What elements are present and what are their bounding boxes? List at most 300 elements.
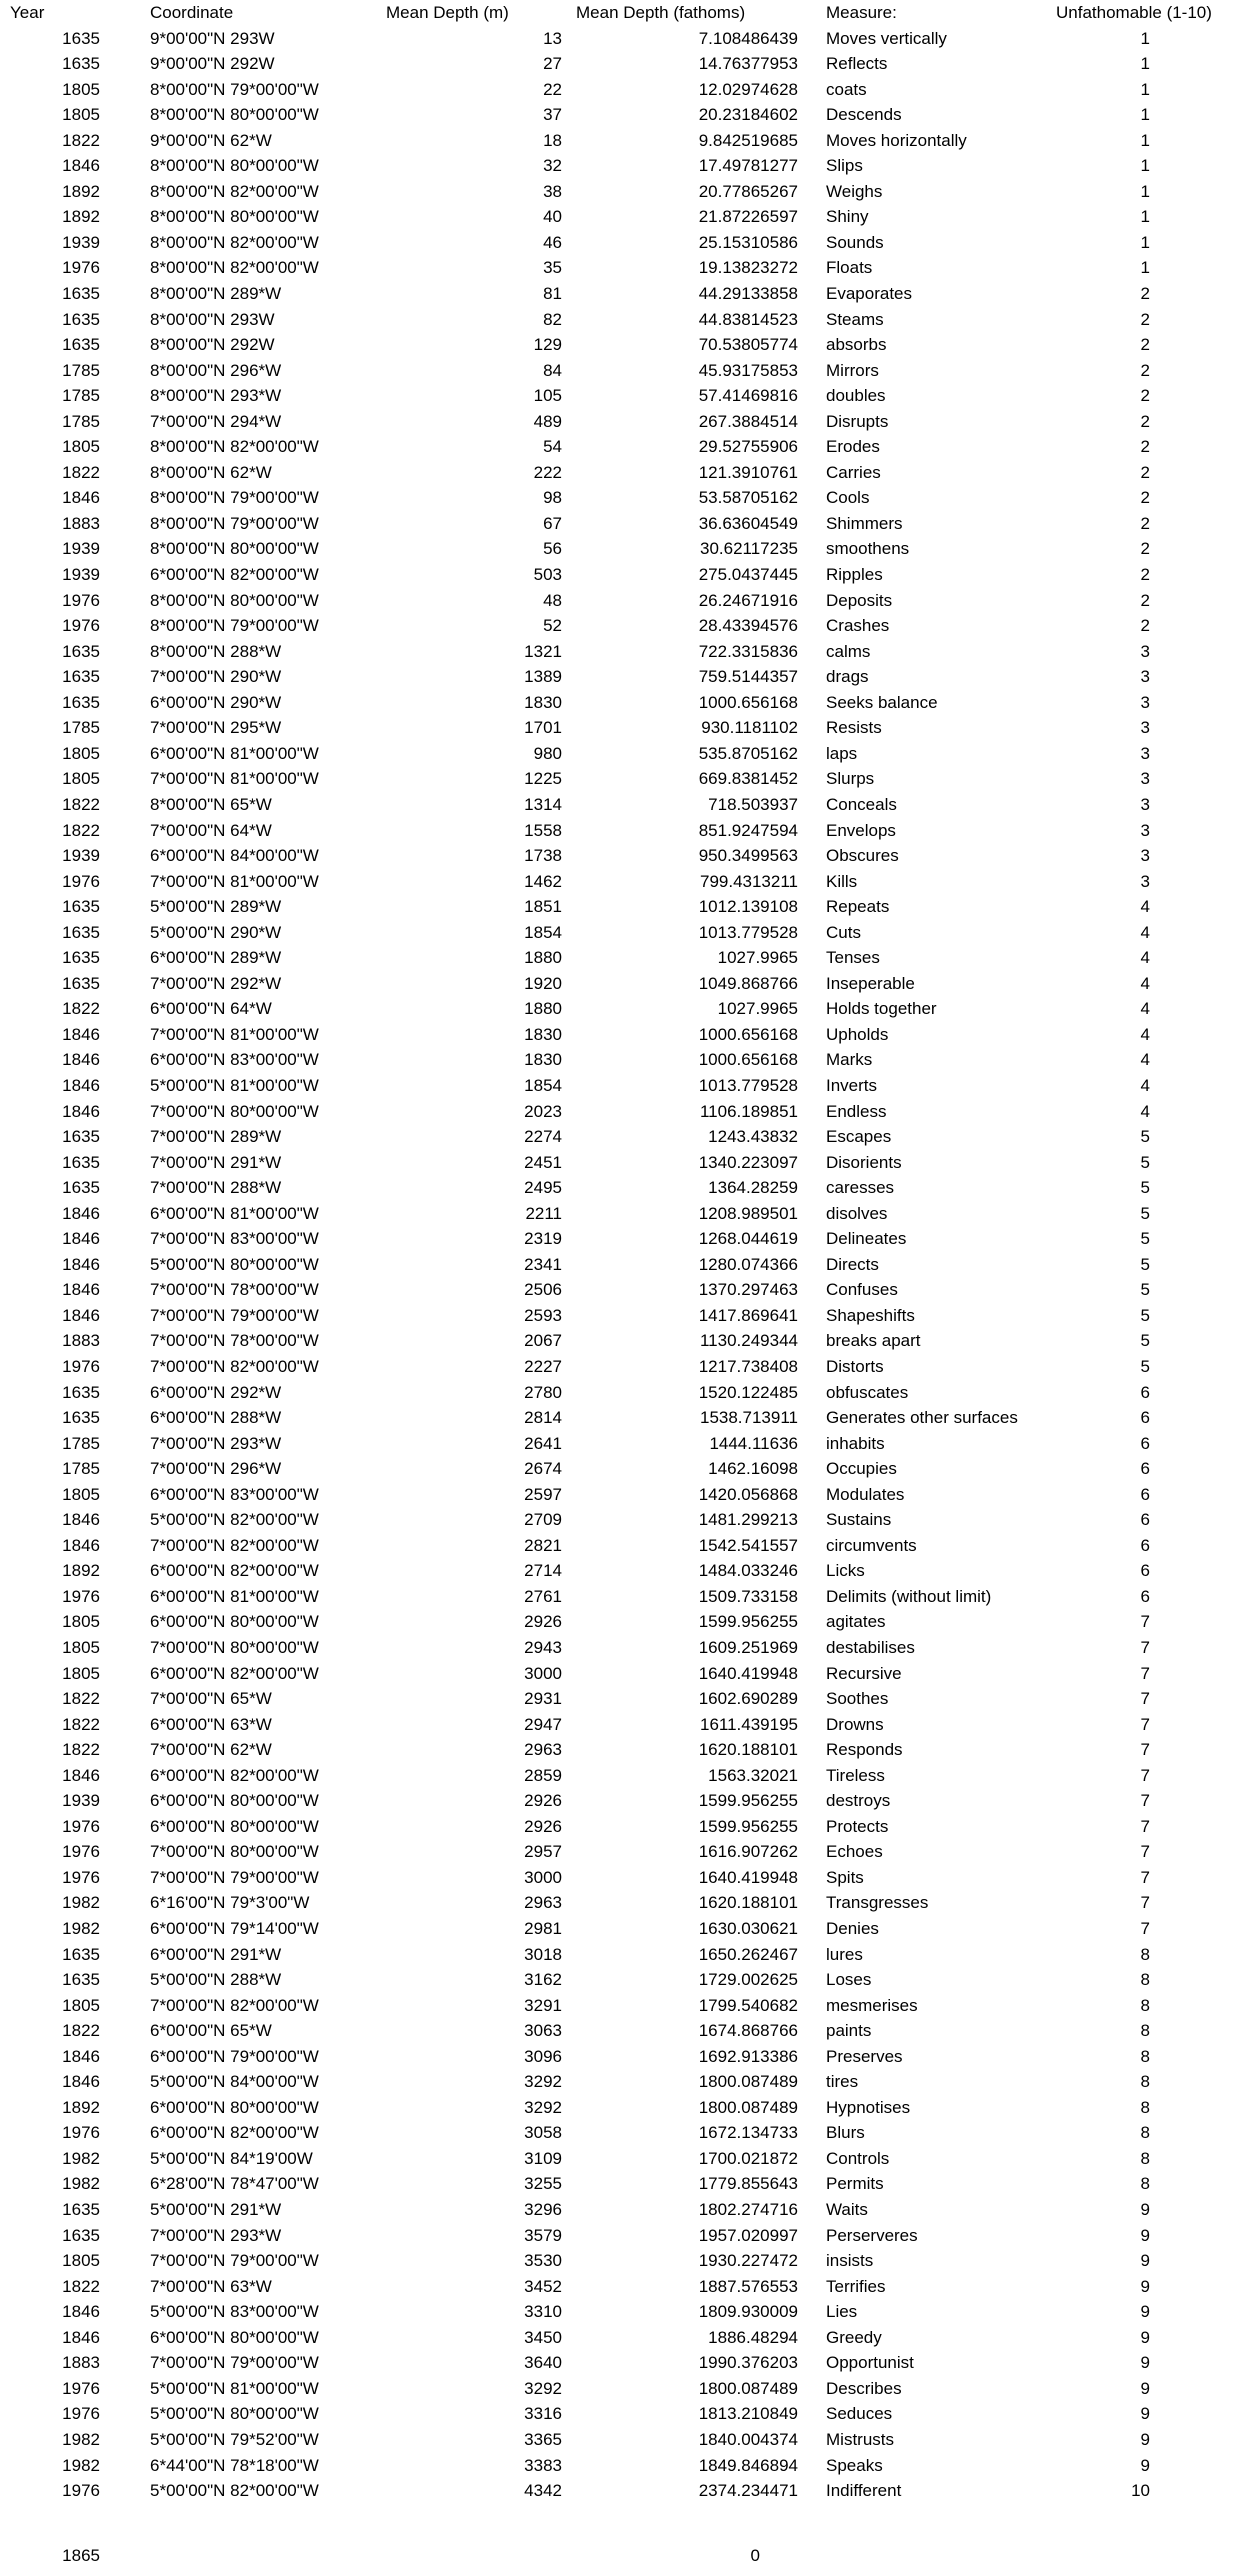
cell-mean-depth-fathoms[interactable]: 12.02974628 <box>698 79 798 99</box>
cell-unfathomable[interactable]: 10 <box>1131 2481 1150 2501</box>
cell-mean-depth-fathoms[interactable]: 70.53805774 <box>698 335 798 355</box>
cell-year[interactable]: 1976 <box>62 1842 100 1862</box>
cell-unfathomable[interactable]: 9 <box>1140 2429 1150 2449</box>
cell-mean-depth-m[interactable]: 48 <box>543 590 562 610</box>
cell-coordinate[interactable]: 8*00'00"N 80*00'00"W <box>150 590 319 610</box>
cell-mean-depth-m[interactable]: 489 <box>533 411 562 431</box>
cell-measure[interactable]: destabilises <box>826 1638 915 1657</box>
cell-unfathomable[interactable]: 1 <box>1140 105 1150 125</box>
cell-year[interactable]: 1635 <box>62 973 100 993</box>
cell-mean-depth-fathoms[interactable]: 1370.297463 <box>698 1280 798 1300</box>
cell-coordinate[interactable]: 8*00'00"N 288*W <box>150 641 282 661</box>
cell-coordinate[interactable]: 9*00'00"N 292W <box>150 54 275 74</box>
cell-year[interactable]: 1976 <box>62 2123 100 2143</box>
cell-measure[interactable]: Terrifies <box>826 2276 886 2296</box>
cell-unfathomable[interactable]: 9 <box>1140 2200 1150 2220</box>
cell-unfathomable[interactable]: 4 <box>1140 922 1150 942</box>
cell-unfathomable[interactable]: 7 <box>1140 1893 1150 1913</box>
cell-year[interactable]: 1939 <box>62 565 100 585</box>
cell-mean-depth-fathoms[interactable]: 1538.713911 <box>699 1408 798 1428</box>
cell-measure[interactable]: Lies <box>826 2302 858 2322</box>
cell-measure[interactable]: Erodes <box>826 437 880 457</box>
cell-mean-depth-fathoms[interactable]: 1000.656168 <box>698 1050 798 1070</box>
cell-year[interactable]: 1635 <box>62 1970 100 1990</box>
cell-unfathomable[interactable]: 8 <box>1140 2174 1150 2194</box>
cell-measure[interactable]: Confuses <box>826 1280 898 1300</box>
cell-measure[interactable]: insists <box>826 2251 874 2271</box>
cell-mean-depth-m[interactable]: 3292 <box>524 2378 562 2398</box>
cell-unfathomable[interactable]: 4 <box>1140 1050 1150 1070</box>
cell-measure[interactable]: Protects <box>826 1816 889 1836</box>
cell-mean-depth-fathoms[interactable]: 121.3910761 <box>698 462 798 482</box>
cell-measure[interactable]: Weighs <box>826 181 883 201</box>
cell-unfathomable[interactable]: 3 <box>1140 718 1150 738</box>
cell-mean-depth-fathoms[interactable]: 1340.223097 <box>698 1152 798 1172</box>
cell-unfathomable[interactable]: 2 <box>1140 335 1150 355</box>
cell-year[interactable]: 1635 <box>62 1152 100 1172</box>
cell-mean-depth-m[interactable]: 56 <box>543 539 562 559</box>
cell-mean-depth-fathoms[interactable]: 1650.262467 <box>698 1944 798 1964</box>
cell-mean-depth-fathoms[interactable]: 1217.738408 <box>698 1356 798 1376</box>
cell-measure[interactable]: drags <box>826 667 869 687</box>
cell-unfathomable[interactable]: 1 <box>1140 181 1150 201</box>
cell-mean-depth-fathoms[interactable]: 669.8381452 <box>698 769 798 789</box>
cell-year[interactable]: 1635 <box>62 897 100 917</box>
cell-mean-depth-fathoms[interactable]: 1800.087489 <box>698 2378 798 2398</box>
cell-mean-depth-fathoms[interactable]: 28.43394576 <box>698 616 798 636</box>
cell-measure[interactable]: Perserveres <box>826 2225 918 2245</box>
cell-measure[interactable]: Soothes <box>826 1689 889 1709</box>
cell-year[interactable]: 1805 <box>62 79 100 99</box>
cell-mean-depth-fathoms[interactable]: 1509.733158 <box>698 1586 798 1606</box>
cell-coordinate[interactable]: 8*00'00"N 293*W <box>150 386 282 406</box>
cell-coordinate[interactable]: 5*00'00"N 290*W <box>150 922 282 942</box>
cell-unfathomable[interactable]: 7 <box>1140 1714 1150 1734</box>
cell-measure[interactable]: Speaks <box>826 2455 883 2475</box>
cell-mean-depth-fathoms[interactable]: 1802.274716 <box>698 2200 798 2220</box>
cell-coordinate[interactable]: 7*00'00"N 64*W <box>150 820 272 840</box>
cell-year[interactable]: 1939 <box>62 232 100 252</box>
cell-year[interactable]: 1635 <box>62 667 100 687</box>
cell-coordinate[interactable]: 7*00'00"N 82*00'00"W <box>150 1356 319 1376</box>
cell-year[interactable]: 1883 <box>62 513 100 533</box>
cell-mean-depth-m[interactable]: 2341 <box>524 1254 562 1274</box>
cell-mean-depth-m[interactable]: 3255 <box>524 2174 562 2194</box>
cell-unfathomable[interactable]: 2 <box>1140 411 1150 431</box>
cell-measure[interactable]: Denies <box>826 1919 879 1939</box>
cell-mean-depth-fathoms[interactable]: 275.0437445 <box>698 565 798 585</box>
cell-year[interactable]: 1822 <box>62 1689 100 1709</box>
cell-year[interactable]: 1892 <box>62 1561 100 1581</box>
cell-mean-depth-m[interactable]: 1321 <box>524 641 562 661</box>
cell-year[interactable]: 1976 <box>62 871 100 891</box>
cell-mean-depth-fathoms[interactable]: 799.4313211 <box>699 871 798 891</box>
cell-unfathomable[interactable]: 6 <box>1140 1408 1150 1428</box>
cell-coordinate[interactable]: 6*00'00"N 292*W <box>150 1382 282 1402</box>
cell-year[interactable]: 1635 <box>62 2225 100 2245</box>
cell-coordinate[interactable]: 6*28'00"N 78*47'00"W <box>150 2174 319 2194</box>
cell-year[interactable]: 1785 <box>62 386 100 406</box>
cell-year[interactable]: 1939 <box>62 539 100 559</box>
cell-unfathomable[interactable]: 6 <box>1140 1459 1150 1479</box>
cell-measure[interactable]: disolves <box>826 1203 888 1223</box>
cell-year[interactable]: 1976 <box>62 2481 100 2501</box>
cell-coordinate[interactable]: 7*00'00"N 80*00'00"W <box>150 1638 319 1657</box>
cell-mean-depth-m[interactable]: 4342 <box>524 2481 562 2501</box>
cell-mean-depth-m[interactable]: 98 <box>543 488 562 508</box>
header-mean-depth-m[interactable]: Mean Depth (m) <box>386 3 509 22</box>
cell-coordinate[interactable]: 5*00'00"N 82*00'00"W <box>150 2481 319 2501</box>
cell-unfathomable[interactable]: 9 <box>1140 2302 1150 2322</box>
cell-measure[interactable]: Shapeshifts <box>826 1305 915 1325</box>
cell-mean-depth-m[interactable]: 2597 <box>524 1484 562 1504</box>
cell-mean-depth-m[interactable]: 3109 <box>524 2148 562 2168</box>
cell-unfathomable[interactable]: 3 <box>1140 667 1150 687</box>
cell-mean-depth-fathoms[interactable]: 7.108486439 <box>698 28 798 48</box>
cell-measure[interactable]: Hypnotises <box>826 2097 911 2117</box>
cell-mean-depth-m[interactable]: 1558 <box>524 820 562 840</box>
cell-year[interactable]: 1982 <box>62 1919 100 1939</box>
cell-year[interactable]: 1846 <box>62 1024 100 1044</box>
cell-measure[interactable]: paints <box>826 2021 872 2041</box>
cell-measure[interactable]: Distorts <box>826 1356 884 1376</box>
cell-coordinate[interactable]: 7*00'00"N 288*W <box>150 1178 282 1198</box>
cell-measure[interactable]: calms <box>826 641 871 661</box>
cell-coordinate[interactable]: 5*00'00"N 81*00'00"W <box>150 1075 319 1095</box>
cell-unfathomable[interactable]: 6 <box>1140 1484 1150 1504</box>
cell-mean-depth-m[interactable]: 84 <box>543 360 562 380</box>
cell-coordinate[interactable]: 7*00'00"N 78*00'00"W <box>150 1331 319 1351</box>
cell-measure[interactable]: Reflects <box>826 54 888 74</box>
cell-year[interactable]: 1846 <box>62 1050 100 1070</box>
cell-measure[interactable]: Obscures <box>826 846 899 866</box>
cell-mean-depth-fathoms[interactable]: 1520.122485 <box>698 1382 798 1402</box>
cell-mean-depth-m[interactable]: 2943 <box>524 1638 562 1657</box>
cell-year[interactable]: 1785 <box>62 360 100 380</box>
cell-coordinate[interactable]: 6*00'00"N 82*00'00"W <box>150 2123 319 2143</box>
cell-measure[interactable]: Upholds <box>826 1024 889 1044</box>
cell-coordinate[interactable]: 7*00'00"N 294*W <box>150 411 282 431</box>
cell-mean-depth-fathoms[interactable]: 20.23184602 <box>698 105 798 125</box>
cell-year[interactable]: 1976 <box>62 1816 100 1836</box>
cell-mean-depth-m[interactable]: 2859 <box>524 1765 562 1785</box>
cell-mean-depth-m[interactable]: 2227 <box>524 1356 562 1376</box>
cell-measure[interactable]: Floats <box>826 258 873 278</box>
cell-mean-depth-fathoms[interactable]: 29.52755906 <box>698 437 798 457</box>
cell-unfathomable[interactable]: 2 <box>1140 284 1150 304</box>
cell-measure[interactable]: Disorients <box>826 1152 902 1172</box>
cell-unfathomable[interactable]: 7 <box>1140 1689 1150 1709</box>
cell-mean-depth-fathoms[interactable]: 1481.299213 <box>698 1510 798 1530</box>
cell-year[interactable]: 1785 <box>62 411 100 431</box>
cell-unfathomable[interactable]: 7 <box>1140 1842 1150 1862</box>
cell-year[interactable]: 1846 <box>62 156 100 176</box>
cell-mean-depth-fathoms[interactable]: 19.13823272 <box>698 258 798 278</box>
cell-measure[interactable]: Greedy <box>826 2327 882 2347</box>
cell-year[interactable]: 1892 <box>62 181 100 201</box>
cell-mean-depth-fathoms[interactable]: 17.49781277 <box>698 156 798 176</box>
cell-mean-depth-fathoms[interactable]: 1672.134733 <box>698 2123 798 2143</box>
cell-year[interactable]: 1883 <box>62 1331 100 1351</box>
cell-mean-depth-fathoms[interactable]: 1106.189851 <box>699 1101 798 1121</box>
cell-coordinate[interactable]: 8*00'00"N 79*00'00"W <box>150 488 319 508</box>
cell-mean-depth-m[interactable]: 3292 <box>524 2072 562 2092</box>
cell-mean-depth-m[interactable]: 2451 <box>524 1152 562 1172</box>
cell-mean-depth-fathoms[interactable]: 1630.030621 <box>698 1919 798 1939</box>
cell-mean-depth-m[interactable]: 52 <box>543 616 562 636</box>
cell-mean-depth-m[interactable]: 2714 <box>524 1561 562 1581</box>
cell-mean-depth-fathoms[interactable]: 26.24671916 <box>698 590 798 610</box>
cell-mean-depth-m[interactable]: 2926 <box>524 1612 562 1632</box>
cell-unfathomable[interactable]: 6 <box>1140 1561 1150 1581</box>
cell-mean-depth-m[interactable]: 3063 <box>524 2021 562 2041</box>
cell-unfathomable[interactable]: 1 <box>1140 79 1150 99</box>
cell-unfathomable[interactable]: 2 <box>1140 590 1150 610</box>
cell-unfathomable[interactable]: 7 <box>1140 1740 1150 1760</box>
cell-measure[interactable]: Slurps <box>826 769 875 789</box>
cell-mean-depth-fathoms[interactable]: 1417.869641 <box>698 1305 798 1325</box>
cell-coordinate[interactable]: 8*00'00"N 289*W <box>150 284 282 304</box>
cell-mean-depth-m[interactable]: 46 <box>543 232 562 252</box>
cell-coordinate[interactable]: 5*00'00"N 79*52'00"W <box>150 2429 319 2449</box>
cell-mean-depth-m[interactable]: 1920 <box>524 973 562 993</box>
cell-mean-depth-m[interactable]: 2506 <box>524 1280 562 1300</box>
cell-mean-depth-fathoms[interactable]: 1013.779528 <box>698 1075 798 1095</box>
cell-unfathomable[interactable]: 4 <box>1140 1024 1150 1044</box>
cell-unfathomable[interactable]: 8 <box>1140 2046 1150 2066</box>
cell-mean-depth-fathoms[interactable]: 1674.868766 <box>698 2021 798 2041</box>
cell-mean-depth-m[interactable]: 40 <box>543 207 562 227</box>
cell-year[interactable]: 1846 <box>62 1101 100 1121</box>
cell-year[interactable]: 1846 <box>62 1305 100 1325</box>
cell-mean-depth-m[interactable]: 1880 <box>524 999 562 1019</box>
cell-measure[interactable]: Generates other surfaces <box>826 1408 1018 1428</box>
cell-mean-depth-fathoms[interactable]: 57.41469816 <box>698 386 798 406</box>
cell-measure[interactable]: Slips <box>826 156 863 176</box>
cell-mean-depth-m[interactable]: 1854 <box>524 1075 562 1095</box>
cell-mean-depth-fathoms[interactable]: 267.3884514 <box>698 411 798 431</box>
cell-year[interactable]: 1846 <box>62 2302 100 2322</box>
cell-coordinate[interactable]: 7*00'00"N 293*W <box>150 2225 282 2245</box>
cell-year[interactable]: 1805 <box>62 1612 100 1632</box>
cell-mean-depth-m[interactable]: 3383 <box>524 2455 562 2475</box>
cell-coordinate[interactable]: 6*00'00"N 82*00'00"W <box>150 565 319 585</box>
cell-unfathomable[interactable]: 1 <box>1140 54 1150 74</box>
cell-coordinate[interactable]: 5*00'00"N 84*00'00"W <box>150 2072 319 2092</box>
cell-coordinate[interactable]: 8*00'00"N 79*00'00"W <box>150 616 319 636</box>
cell-mean-depth-m[interactable]: 1851 <box>524 897 562 917</box>
cell-mean-depth-m[interactable]: 22 <box>543 79 562 99</box>
cell-mean-depth-m[interactable]: 3452 <box>524 2276 562 2296</box>
cell-mean-depth-m[interactable]: 3310 <box>524 2302 562 2322</box>
cell-mean-depth-fathoms[interactable]: 1930.227472 <box>698 2251 798 2271</box>
cell-mean-depth-fathoms[interactable]: 1886.48294 <box>708 2327 798 2347</box>
cell-coordinate[interactable]: 5*00'00"N 82*00'00"W <box>150 1510 319 1530</box>
cell-year[interactable]: 1635 <box>62 28 100 48</box>
cell-mean-depth-fathoms[interactable]: 14.76377953 <box>698 54 798 74</box>
cell-year[interactable]: 1846 <box>62 2072 100 2092</box>
cell-unfathomable[interactable]: 5 <box>1140 1305 1150 1325</box>
cell-year[interactable]: 1846 <box>62 1280 100 1300</box>
cell-coordinate[interactable]: 8*00'00"N 292W <box>150 335 275 355</box>
cell-mean-depth-m[interactable]: 1854 <box>524 922 562 942</box>
cell-year[interactable]: 1805 <box>62 1995 100 2015</box>
cell-measure[interactable]: Moves vertically <box>826 28 947 48</box>
cell-mean-depth-fathoms[interactable]: 1599.956255 <box>698 1612 798 1632</box>
cell-coordinate[interactable]: 5*00'00"N 289*W <box>150 897 282 917</box>
cell-mean-depth-fathoms[interactable]: 1809.930009 <box>698 2302 798 2322</box>
cell-unfathomable[interactable]: 9 <box>1140 2225 1150 2245</box>
cell-coordinate[interactable]: 6*00'00"N 84*00'00"W <box>150 846 319 866</box>
cell-mean-depth-fathoms[interactable]: 44.29133858 <box>698 284 798 304</box>
cell-measure[interactable]: Tenses <box>826 948 880 968</box>
cell-mean-depth-m[interactable]: 1830 <box>524 1024 562 1044</box>
cell-mean-depth-fathoms[interactable]: 1462.16098 <box>708 1459 798 1479</box>
cell-mean-depth-m[interactable]: 3018 <box>524 1944 562 1964</box>
cell-mean-depth-fathoms[interactable]: 1616.907262 <box>698 1842 798 1862</box>
cell-coordinate[interactable]: 7*00'00"N 296*W <box>150 1459 282 1479</box>
cell-unfathomable[interactable]: 1 <box>1140 207 1150 227</box>
cell-mean-depth-m[interactable]: 2023 <box>524 1101 562 1121</box>
cell-year[interactable]: 1976 <box>62 1356 100 1376</box>
cell-mean-depth-m[interactable]: 2495 <box>524 1178 562 1198</box>
cell-measure[interactable]: Escapes <box>826 1127 892 1147</box>
cell-measure[interactable]: Spits <box>826 1867 864 1887</box>
cell-mean-depth-fathoms[interactable]: 950.3499563 <box>698 846 798 866</box>
cell-measure[interactable]: Crashes <box>826 616 890 636</box>
cell-coordinate[interactable]: 7*00'00"N 79*00'00"W <box>150 1305 319 1325</box>
cell-year[interactable]: 1982 <box>62 2174 100 2194</box>
cell-coordinate[interactable]: 7*00'00"N 79*00'00"W <box>150 2251 319 2271</box>
cell-unfathomable[interactable]: 8 <box>1140 1995 1150 2015</box>
cell-coordinate[interactable]: 9*00'00"N 293W <box>150 28 275 48</box>
cell-unfathomable[interactable]: 4 <box>1140 1101 1150 1121</box>
cell-unfathomable[interactable]: 5 <box>1140 1280 1150 1300</box>
cell-mean-depth-fathoms[interactable]: 1542.541557 <box>698 1535 798 1555</box>
cell-unfathomable[interactable]: 5 <box>1140 1331 1150 1351</box>
cell-unfathomable[interactable]: 3 <box>1140 794 1150 814</box>
cell-measure[interactable]: Indifferent <box>826 2481 902 2501</box>
cell-year[interactable]: 1982 <box>62 2455 100 2475</box>
cell-coordinate[interactable]: 7*00'00"N 81*00'00"W <box>150 1024 319 1044</box>
cell-year[interactable]: 1846 <box>62 1229 100 1249</box>
cell-mean-depth-fathoms[interactable]: 851.9247594 <box>698 820 798 840</box>
cell-coordinate[interactable]: 5*00'00"N 80*00'00"W <box>150 1254 319 1274</box>
cell-measure[interactable]: Describes <box>826 2378 902 2398</box>
cell-mean-depth-m[interactable]: 3058 <box>524 2123 562 2143</box>
cell-mean-depth-fathoms[interactable]: 30.62117235 <box>699 539 798 559</box>
cell-coordinate[interactable]: 5*00'00"N 83*00'00"W <box>150 2302 319 2322</box>
cell-coordinate[interactable]: 6*00'00"N 82*00'00"W <box>150 1663 319 1683</box>
cell-year[interactable]: 1785 <box>62 1433 100 1453</box>
cell-unfathomable[interactable]: 3 <box>1140 692 1150 712</box>
cell-year[interactable]: 1822 <box>62 130 100 150</box>
cell-unfathomable[interactable]: 7 <box>1140 1638 1150 1657</box>
cell-coordinate[interactable]: 8*00'00"N 82*00'00"W <box>150 437 319 457</box>
cell-unfathomable[interactable]: 4 <box>1140 999 1150 1019</box>
cell-measure[interactable]: laps <box>826 743 858 763</box>
cell-mean-depth-fathoms[interactable]: 1640.419948 <box>698 1867 798 1887</box>
cell-unfathomable[interactable]: 4 <box>1140 948 1150 968</box>
cell-mean-depth-fathoms[interactable]: 1813.210849 <box>698 2404 798 2424</box>
cell-coordinate[interactable]: 7*00'00"N 81*00'00"W <box>150 871 319 891</box>
cell-measure[interactable]: Disrupts <box>826 411 889 431</box>
cell-year[interactable]: 1635 <box>62 922 100 942</box>
cell-coordinate[interactable]: 7*00'00"N 82*00'00"W <box>150 1995 319 2015</box>
cell-year[interactable]: 1892 <box>62 2097 100 2117</box>
cell-unfathomable[interactable]: 9 <box>1140 2455 1150 2475</box>
cell-measure[interactable]: Permits <box>826 2174 884 2194</box>
cell-mean-depth-fathoms[interactable]: 1484.033246 <box>698 1561 798 1581</box>
cell-coordinate[interactable]: 8*00'00"N 296*W <box>150 360 282 380</box>
cell-mean-depth-m[interactable]: 27 <box>543 54 562 74</box>
cell-year[interactable]: 1982 <box>62 2429 100 2449</box>
cell-unfathomable[interactable]: 3 <box>1140 820 1150 840</box>
cell-measure[interactable]: Inseperable <box>826 973 915 993</box>
cell-coordinate[interactable]: 7*00'00"N 79*00'00"W <box>150 2353 319 2373</box>
cell-unfathomable[interactable]: 2 <box>1140 462 1150 482</box>
cell-mean-depth-fathoms[interactable]: 1692.913386 <box>698 2046 798 2066</box>
cell-mean-depth-m[interactable]: 67 <box>543 513 562 533</box>
cell-year[interactable]: 1635 <box>62 641 100 661</box>
cell-mean-depth-m[interactable]: 2641 <box>524 1433 562 1453</box>
cell-unfathomable[interactable]: 4 <box>1140 973 1150 993</box>
cell-mean-depth-fathoms[interactable]: 44.83814523 <box>698 309 798 329</box>
cell-unfathomable[interactable]: 3 <box>1140 871 1150 891</box>
cell-unfathomable[interactable]: 9 <box>1140 2378 1150 2398</box>
cell-year[interactable]: 1805 <box>62 105 100 125</box>
cell-coordinate[interactable]: 7*00'00"N 295*W <box>150 718 282 738</box>
cell-measure[interactable]: tires <box>826 2072 859 2092</box>
cell-unfathomable[interactable]: 5 <box>1140 1152 1150 1172</box>
cell-coordinate[interactable]: 8*00'00"N 65*W <box>150 794 272 814</box>
cell-year[interactable]: 1805 <box>62 437 100 457</box>
cell-mean-depth-m[interactable]: 2947 <box>524 1714 562 1734</box>
cell-unfathomable[interactable]: 2 <box>1140 565 1150 585</box>
cell-measure[interactable]: Conceals <box>826 794 897 814</box>
cell-unfathomable[interactable]: 2 <box>1140 616 1150 636</box>
cell-coordinate[interactable]: 6*00'00"N 64*W <box>150 999 272 1019</box>
cell-mean-depth-m[interactable]: 980 <box>533 743 562 763</box>
cell-unfathomable[interactable]: 3 <box>1140 846 1150 866</box>
cell-unfathomable[interactable]: 5 <box>1140 1178 1150 1198</box>
cell-year[interactable]: 1785 <box>62 718 100 738</box>
cell-measure[interactable]: coats <box>826 79 867 99</box>
cell-measure[interactable]: Evaporates <box>826 284 912 304</box>
cell-unfathomable[interactable]: 8 <box>1140 1944 1150 1964</box>
cell-unfathomable[interactable]: 6 <box>1140 1382 1150 1402</box>
cell-coordinate[interactable]: 8*00'00"N 79*00'00"W <box>150 513 319 533</box>
cell-measure[interactable]: Descends <box>826 105 902 125</box>
footer-value[interactable]: 0 <box>750 2546 760 2565</box>
cell-mean-depth-m[interactable]: 2761 <box>524 1586 562 1606</box>
cell-measure[interactable]: Responds <box>826 1740 903 1760</box>
cell-mean-depth-m[interactable]: 3640 <box>524 2353 562 2373</box>
cell-measure[interactable]: Resists <box>826 718 882 738</box>
cell-year[interactable]: 1822 <box>62 462 100 482</box>
cell-mean-depth-m[interactable]: 3579 <box>524 2225 562 2245</box>
cell-unfathomable[interactable]: 1 <box>1140 130 1150 150</box>
cell-year[interactable]: 1805 <box>62 769 100 789</box>
cell-unfathomable[interactable]: 3 <box>1140 641 1150 661</box>
cell-year[interactable]: 1846 <box>62 2327 100 2347</box>
cell-year[interactable]: 1785 <box>62 1459 100 1479</box>
cell-mean-depth-fathoms[interactable]: 1840.004374 <box>698 2429 798 2449</box>
cell-mean-depth-m[interactable]: 13 <box>543 28 562 48</box>
cell-mean-depth-fathoms[interactable]: 1000.656168 <box>698 1024 798 1044</box>
cell-mean-depth-m[interactable]: 2821 <box>524 1535 562 1555</box>
cell-mean-depth-m[interactable]: 2814 <box>524 1408 562 1428</box>
